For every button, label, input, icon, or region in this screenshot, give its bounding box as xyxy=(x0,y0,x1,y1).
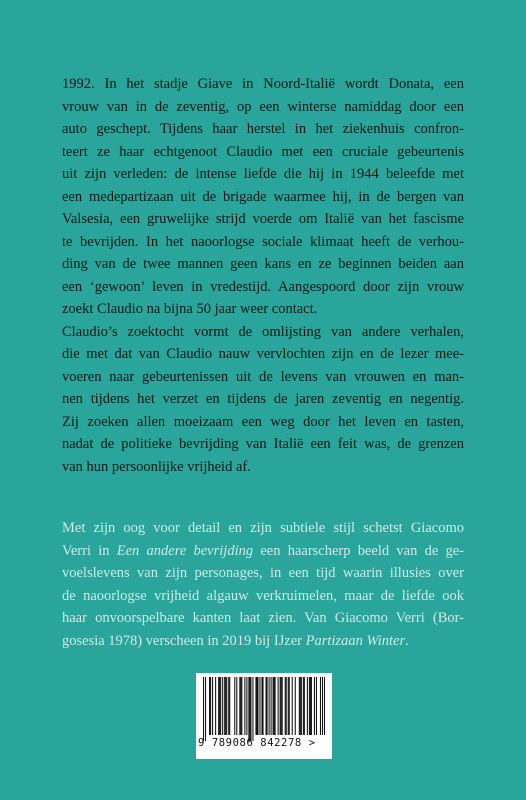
blurb-line: de naoorlogse vrijheid algauw verkruimelen, maar de liefde ook xyxy=(62,587,464,604)
barcode-bar xyxy=(261,677,262,735)
barcode-bar xyxy=(316,677,317,735)
blurb-line-text: een haarscherp beeld van de ge- xyxy=(253,542,465,559)
summary-line: een medepartizaan uit de brigade waarmee hij, in de bergen van xyxy=(62,188,464,205)
barcode-bar xyxy=(212,677,213,735)
barcode-bar xyxy=(248,677,249,741)
barcode-bar xyxy=(292,677,293,735)
barcode-bar xyxy=(273,677,274,735)
barcode-bar xyxy=(304,677,305,735)
barcode-bar xyxy=(289,677,290,735)
barcode-bar xyxy=(249,677,250,741)
blurb-line-text: gosesia 1978) verscheen in 2019 bij IJzer xyxy=(62,632,306,649)
barcode-bar xyxy=(241,677,242,735)
other-book-title: Partizaan Winter xyxy=(305,632,406,649)
blurb-line xyxy=(62,540,464,563)
barcode-bar xyxy=(324,677,325,735)
barcode-bar xyxy=(225,677,226,735)
barcode-bar xyxy=(311,677,312,735)
barcode-bar xyxy=(307,677,308,735)
barcode-bar xyxy=(222,677,223,735)
summary-line: Zij zoeken allen moeizaam een weg door het leven en tasten, xyxy=(62,413,464,430)
summary-line: 1992. In het stadje Giave in Noord-Italië wordt Donata, een xyxy=(62,76,464,92)
blurb-line: haar onvoorspelbare kanten laat zien. Van Giacomo Verri (Bor- xyxy=(62,610,464,626)
barcode-bar xyxy=(259,677,260,735)
summary-line: zoekt Claudio na bijna 50 jaar weer contact. xyxy=(62,301,318,317)
barcode-bar xyxy=(256,677,257,735)
barcode-bar xyxy=(280,677,281,735)
barcode-bar xyxy=(205,677,206,741)
barcode-bar xyxy=(257,677,258,735)
barcode-bar xyxy=(203,677,204,741)
blurb-line xyxy=(62,630,464,653)
barcode-bar xyxy=(269,677,270,735)
barcode-bar xyxy=(320,677,321,735)
summary-line: nadat de politieke bevrijding van Italië een feit was, de grenzen xyxy=(62,436,464,452)
summary-line: Claudio’s zoektocht vormt de omlijsting van andere verhalen, xyxy=(62,323,464,340)
barcode-bar xyxy=(219,677,220,735)
barcode-bar xyxy=(299,677,300,735)
barcode-bar xyxy=(301,677,302,735)
summary-line: te bevrijden. In het naoorlogse sociale klimaat heeft de verhou- xyxy=(62,233,464,250)
barcode-bar xyxy=(209,677,210,735)
blurb-line-text: . xyxy=(405,632,409,649)
barcode-bars xyxy=(203,677,325,743)
barcode-bar xyxy=(239,677,240,735)
barcode-bar xyxy=(228,677,229,735)
barcode-bar xyxy=(218,677,219,735)
barcode-bar xyxy=(215,677,216,735)
barcode-bar xyxy=(309,677,310,735)
barcode-bar xyxy=(275,677,276,735)
summary-line: een ‘gewoon’ leven in vredestijd. Aangespoord door zijn vrouw xyxy=(62,278,464,295)
summary-line: teert ze haar echtgenoot Claudio met een cruciale gebeurtenis xyxy=(62,143,464,160)
barcode-bar xyxy=(314,677,315,735)
barcode-bar xyxy=(234,677,235,735)
barcode-bar xyxy=(266,677,267,735)
barcode-bar xyxy=(250,677,251,741)
summary-line: nen tijdens het verzet en tijdens de jaren zeventig en negentig. xyxy=(62,391,464,407)
barcode-bar xyxy=(244,677,245,735)
summary-line: uit zijn verleden: de intense liefde die hij in 1944 beleefde met xyxy=(62,166,464,182)
summary-line: auto geschept. Tijdens haar herstel in het ziekenhuis confron- xyxy=(62,121,464,137)
summary-line: van hun persoonlijke vrijheid af. xyxy=(62,458,251,475)
barcode-bar xyxy=(278,677,279,735)
barcode-bar xyxy=(236,677,237,735)
barcode-bar xyxy=(262,677,263,735)
barcode-bar xyxy=(271,677,272,735)
book-title: Een andere bevrijding xyxy=(116,542,254,559)
barcode-bar xyxy=(226,677,227,735)
barcode-bar xyxy=(210,677,211,735)
blurb-line-text: Verri in xyxy=(62,542,117,559)
summary-line: ding van de twee mannen geen kans en ze beginnen beiden aan xyxy=(62,256,464,272)
barcode-bar xyxy=(285,677,286,735)
barcode-bar xyxy=(224,677,225,735)
summary-line: voeren naar gebeurtenissen uit de levens van vrouwen en man- xyxy=(62,368,464,385)
blurb-text xyxy=(62,517,464,652)
barcode-bar xyxy=(246,677,247,735)
barcode-bar xyxy=(295,677,296,735)
isbn-barcode xyxy=(196,673,332,759)
blurb-line: Met zijn oog voor detail en zijn subtiele stijl schetst Giacomo xyxy=(62,520,464,536)
barcode-bar xyxy=(267,677,268,735)
barcode-bar xyxy=(281,677,282,735)
barcode-bar xyxy=(303,677,304,735)
summary-line: die met dat van Claudio nauw vervlochten zijn en de lezer mee- xyxy=(62,346,464,362)
blurb-line: voelslevens van zijn personages, in een tijd waarin illusies over xyxy=(62,565,464,581)
isbn-number: 9 789086 842278 > xyxy=(198,737,316,749)
barcode-bar xyxy=(240,677,241,735)
barcode-bar xyxy=(220,677,221,735)
barcode-bar xyxy=(288,677,289,735)
summary-text xyxy=(62,73,464,478)
barcode-bar xyxy=(286,677,287,735)
summary-line: Valsesia, een gruwelijke strijd voerde om Italië van het fascisme xyxy=(62,211,464,227)
barcode-bar xyxy=(310,677,311,735)
barcode-bar xyxy=(282,677,283,735)
barcode-bar xyxy=(300,677,301,735)
barcode-bar xyxy=(255,677,256,735)
barcode-bar xyxy=(322,677,323,735)
barcode-bar xyxy=(229,677,230,735)
summary-line: vrouw van in de zeventig, op een winterse namiddag door een xyxy=(62,98,464,115)
barcode-bar xyxy=(274,677,275,735)
barcode-bar xyxy=(252,677,253,741)
